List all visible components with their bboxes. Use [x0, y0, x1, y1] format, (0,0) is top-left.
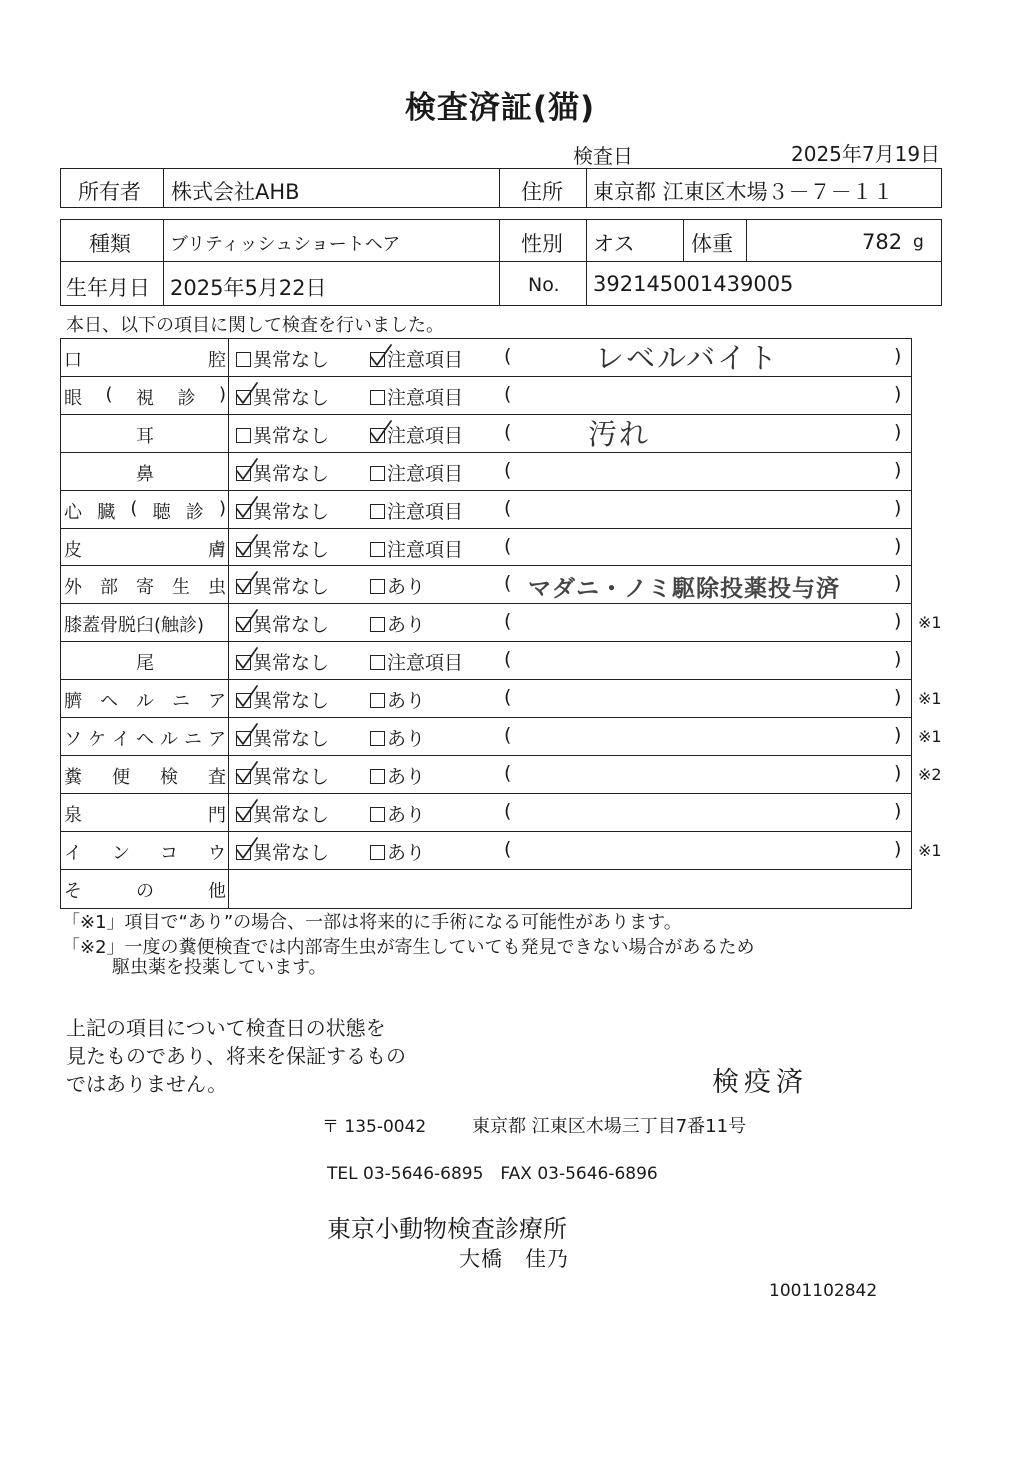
checkbox-icon[interactable]: [236, 352, 251, 367]
open-paren: (: [504, 420, 512, 443]
weight-value: 782: [862, 230, 903, 254]
option-text: 異常なし: [253, 803, 330, 826]
option-text: 異常なし: [253, 424, 330, 447]
caution-option[interactable]: [370, 345, 463, 372]
postal-code: 〒 135-0042: [322, 1117, 427, 1137]
close-paren: ): [894, 382, 902, 405]
option-text: あり: [387, 614, 426, 637]
quarantine-stamp: 検疫済: [712, 1067, 808, 1098]
checkbox-icon[interactable]: [236, 504, 251, 519]
row-divider: [61, 414, 911, 415]
open-paren: (: [504, 648, 512, 671]
item-label-char: 泉: [64, 804, 82, 826]
checkbox-icon[interactable]: [236, 769, 251, 784]
finding-note: レベルバイト: [595, 341, 779, 375]
normal-option[interactable]: [236, 724, 329, 751]
item-label: [64, 839, 226, 865]
item-label: [64, 725, 226, 751]
open-paren: (: [504, 458, 512, 481]
weight-unit: g: [913, 232, 924, 252]
option-text: あり: [387, 576, 426, 599]
footnote-2-cont: 駆虫薬を投薬しています。: [112, 957, 327, 978]
clinic-name: 東京小動物検査診療所: [327, 1215, 567, 1243]
open-paren: (: [504, 686, 512, 709]
item-label-char: 臍: [64, 691, 82, 713]
checkbox-icon[interactable]: [370, 504, 385, 519]
row-divider: [61, 679, 911, 680]
open-paren: (: [504, 534, 512, 557]
item-label: [64, 573, 226, 599]
item-label: [64, 384, 226, 410]
birth-label: 生年月日: [66, 276, 150, 300]
present-option[interactable]: [370, 572, 425, 599]
item-label: [64, 763, 226, 789]
footnote-mark: ※1: [918, 689, 942, 709]
present-option[interactable]: [370, 610, 425, 637]
footnote-2: 「※2」一度の糞便検査では内部寄生虫が寄生していても発見できない場合があるため: [62, 937, 755, 958]
normal-option[interactable]: [236, 686, 329, 713]
checkbox-icon[interactable]: [370, 693, 385, 708]
item-label: [64, 877, 226, 903]
item-label: [64, 801, 226, 827]
item-label-char: コ: [160, 842, 178, 864]
present-option[interactable]: [370, 762, 425, 789]
item-label-char: 口: [64, 350, 82, 371]
row-divider: [61, 603, 911, 604]
option-text: 注意項目: [387, 386, 464, 409]
caution-option[interactable]: [370, 497, 463, 524]
item-label-char: 便: [112, 766, 130, 788]
checkbox-icon[interactable]: [236, 617, 251, 632]
number-value: 392145001439005: [593, 272, 794, 296]
checkbox-icon[interactable]: [370, 845, 385, 860]
option-text: 異常なし: [253, 349, 330, 371]
item-label-char: ): [218, 383, 226, 405]
item-label-char: の: [136, 880, 154, 902]
item-label-char: ケ: [88, 729, 106, 750]
close-paren: ): [894, 420, 902, 443]
option-text: 異常なし: [253, 728, 330, 750]
address-value: 東京都 江東区木場３－７－１１: [593, 180, 894, 204]
item-label: [64, 460, 226, 486]
close-paren: ): [894, 837, 902, 860]
row-divider: [61, 755, 911, 756]
checkbox-icon[interactable]: [236, 655, 251, 670]
item-label: [64, 649, 226, 675]
finding-note: マダニ・ノミ駆除投薬投与済: [528, 576, 840, 603]
normal-option[interactable]: [236, 572, 329, 599]
option-text: 異常なし: [253, 765, 330, 788]
option-text: 注意項目: [387, 462, 464, 485]
open-paren: (: [504, 572, 512, 595]
item-label: [64, 498, 226, 524]
disclaimer: [66, 1014, 406, 1098]
checkbox-icon[interactable]: [236, 466, 251, 481]
normal-option[interactable]: [236, 421, 329, 448]
item-label-char: 検: [160, 766, 178, 788]
open-paren: (: [504, 724, 512, 746]
option-text: あり: [387, 803, 426, 826]
item-label-char: ル: [160, 729, 178, 750]
item-label-char: ): [218, 497, 226, 519]
checkbox-icon[interactable]: [236, 693, 251, 708]
checkbox-icon[interactable]: [370, 466, 385, 481]
caution-option[interactable]: [370, 459, 463, 486]
present-option[interactable]: [370, 838, 425, 865]
option-text: あり: [387, 728, 426, 750]
checkbox-icon[interactable]: [370, 352, 385, 367]
document-number: 1001102842: [769, 1281, 878, 1301]
number-label: No.: [528, 274, 560, 296]
checkbox-icon[interactable]: [370, 769, 385, 784]
row-divider: [61, 831, 911, 832]
row-divider: [61, 490, 911, 491]
checkbox-icon[interactable]: [370, 731, 385, 746]
open-paren: (: [504, 496, 512, 519]
item-label-char: ン: [112, 842, 130, 864]
breed-value: ブリティッシュショートヘア: [170, 234, 401, 255]
normal-option[interactable]: [236, 345, 329, 372]
item-label-char: 腔: [208, 350, 226, 371]
item-label: [64, 611, 226, 637]
footnote-mark: ※1: [918, 727, 942, 746]
open-paren: (: [504, 761, 512, 784]
checkbox-icon[interactable]: [236, 542, 251, 557]
checkbox-icon[interactable]: [236, 390, 251, 405]
item-label-char: 外: [64, 577, 82, 599]
open-paren: (: [504, 799, 512, 822]
item-label: [64, 346, 226, 372]
close-paren: ): [894, 648, 902, 671]
caution-option[interactable]: [370, 535, 463, 562]
checkbox-icon[interactable]: [370, 617, 385, 632]
item-label-char: 他: [208, 880, 226, 902]
option-text: 注意項目: [387, 500, 464, 523]
row-divider: [61, 793, 911, 794]
present-option[interactable]: [370, 686, 425, 713]
normal-option[interactable]: [236, 648, 329, 675]
item-label-char: イ: [64, 842, 82, 864]
item-label-char: 鼻: [136, 463, 154, 485]
item-label-char: イ: [112, 729, 130, 750]
normal-option[interactable]: [236, 800, 329, 827]
item-label: [64, 536, 226, 562]
item-label-char: 虫: [208, 577, 226, 599]
checkbox-icon[interactable]: [236, 579, 251, 594]
close-paren: ): [894, 686, 902, 709]
checkbox-icon[interactable]: [370, 807, 385, 822]
weight-label: 体重: [691, 232, 733, 256]
checkbox-icon[interactable]: [370, 579, 385, 594]
close-paren: ): [894, 799, 902, 822]
close-paren: ): [894, 761, 902, 784]
item-label-char: 尾: [136, 653, 154, 675]
checkbox-icon[interactable]: [370, 542, 385, 557]
item-label-char: 診: [185, 501, 204, 523]
item-label-char: (: [105, 383, 113, 405]
item-label-char: 膚: [208, 539, 226, 561]
option-text: あり: [387, 690, 426, 713]
checkbox-icon[interactable]: [236, 428, 251, 443]
row-divider: [61, 565, 911, 566]
item-label-char: 視: [136, 387, 154, 409]
open-paren: (: [504, 382, 512, 405]
option-text: あり: [387, 765, 426, 788]
caution-option[interactable]: [370, 421, 463, 448]
open-paren: (: [504, 610, 512, 633]
birth-value: 2025年5月22日: [170, 276, 327, 300]
item-label-char: ア: [208, 729, 226, 750]
open-paren: (: [504, 345, 512, 367]
item-label-char: ヘ: [136, 729, 154, 750]
tel-fax: TEL 03-5646-6895 FAX 03-5646-6896: [327, 1164, 658, 1184]
normal-option[interactable]: [236, 838, 329, 865]
veterinarian-name: 大橋 佳乃: [459, 1247, 569, 1271]
sex-value: オス: [593, 232, 635, 256]
item-label-char: 心: [64, 501, 82, 523]
clinic-address: 東京都 江東区木場三丁目7番11号: [472, 1116, 747, 1137]
item-label: [64, 687, 226, 713]
row-divider: [61, 376, 911, 377]
page-title: 検査済証(猫): [404, 90, 596, 126]
option-text: 注意項目: [387, 424, 464, 447]
exam-date-value: 2025年7月19日: [791, 142, 941, 166]
caution-option[interactable]: [370, 648, 463, 675]
row-divider: [61, 641, 911, 642]
item-label-char: 膝蓋骨脱臼(触診): [64, 615, 205, 637]
option-text: 異常なし: [253, 386, 330, 409]
open-paren: (: [504, 837, 512, 860]
footnote-mark: ※2: [918, 764, 942, 784]
option-text: 注意項目: [387, 349, 464, 371]
option-text: 注意項目: [387, 652, 464, 675]
normal-option[interactable]: [236, 535, 329, 562]
checkbox-icon[interactable]: [236, 807, 251, 822]
normal-option[interactable]: [236, 497, 329, 524]
item-label-char: 臓: [97, 501, 116, 523]
finding-note: 汚れ: [588, 416, 651, 451]
item-label-char: 糞: [64, 766, 82, 788]
option-text: 異常なし: [253, 538, 330, 561]
close-paren: ): [894, 345, 902, 367]
item-label-char: 部: [100, 577, 118, 599]
item-label-char: (: [130, 497, 138, 519]
row-divider: [61, 869, 911, 870]
option-text: 異常なし: [253, 652, 330, 675]
row-divider: [61, 717, 911, 718]
footnote-mark: ※1: [918, 613, 942, 633]
normal-option[interactable]: [236, 459, 329, 486]
close-paren: ): [894, 496, 902, 519]
option-text: 異常なし: [253, 841, 330, 864]
item-label-char: 生: [172, 577, 190, 599]
caution-option[interactable]: [370, 383, 463, 410]
present-option[interactable]: [370, 724, 425, 751]
option-text: 異常なし: [253, 500, 330, 523]
checkbox-icon[interactable]: [370, 655, 385, 670]
address-label: 住所: [521, 180, 563, 204]
disclaimer-line: ではありません。: [66, 1072, 228, 1096]
checkbox-icon[interactable]: [236, 845, 251, 860]
item-label-char: 寄: [136, 577, 154, 599]
close-paren: ): [894, 610, 902, 633]
close-paren: ): [894, 724, 902, 746]
item-label-char: ウ: [208, 842, 226, 864]
item-label-char: ニ: [172, 691, 190, 713]
item-label-char: 診: [177, 387, 196, 409]
normal-option[interactable]: [236, 610, 329, 637]
present-option[interactable]: [370, 800, 425, 827]
normal-option[interactable]: [236, 762, 329, 789]
item-label-char: 査: [208, 766, 226, 788]
column-divider: [228, 339, 229, 908]
breed-label: 種類: [89, 232, 131, 256]
owner-value: 株式会社AHB: [171, 180, 300, 204]
item-label-char: 門: [208, 804, 226, 826]
option-text: あり: [387, 841, 426, 864]
item-label-char: ソ: [64, 729, 82, 750]
option-text: 異常なし: [253, 690, 330, 713]
footnote-mark: ※1: [918, 840, 942, 860]
item-label-char: 眼: [64, 387, 82, 409]
row-divider: [61, 528, 911, 529]
sex-label: 性別: [521, 232, 563, 256]
option-text: 異常なし: [253, 614, 330, 637]
checkbox-icon[interactable]: [236, 731, 251, 746]
row-divider: [61, 452, 911, 453]
item-label-char: ア: [208, 691, 226, 713]
close-paren: ): [894, 458, 902, 481]
item-label-char: 耳: [136, 425, 154, 447]
item-label: [64, 422, 226, 448]
close-paren: ): [894, 572, 902, 595]
item-label-char: そ: [64, 880, 82, 902]
option-text: 異常なし: [253, 462, 330, 485]
normal-option[interactable]: [236, 383, 329, 410]
item-label-char: ヘ: [100, 691, 118, 713]
intro-text: 本日、以下の項目に関して検査を行いました。: [66, 315, 444, 336]
disclaimer-line: 見たものであり、将来を保証するもの: [66, 1044, 406, 1068]
footnote-1: 「※1」項目で“あり”の場合、一部は将来的に手術になる可能性があります。: [62, 912, 682, 933]
owner-label: 所有者: [78, 180, 141, 204]
checkbox-icon[interactable]: [370, 390, 385, 405]
item-label-char: 皮: [64, 539, 82, 561]
item-label-char: 聴: [152, 501, 171, 523]
checkbox-icon[interactable]: [370, 428, 385, 443]
item-label-char: ニ: [184, 729, 202, 750]
option-text: 異常なし: [253, 576, 330, 599]
disclaimer-line: 上記の項目について検査日の状態を: [66, 1016, 386, 1040]
item-label-char: ル: [136, 691, 154, 713]
footnotes: [62, 910, 755, 980]
exam-date-label: 検査日: [573, 144, 633, 168]
close-paren: ): [894, 534, 902, 557]
option-text: 注意項目: [387, 538, 464, 561]
